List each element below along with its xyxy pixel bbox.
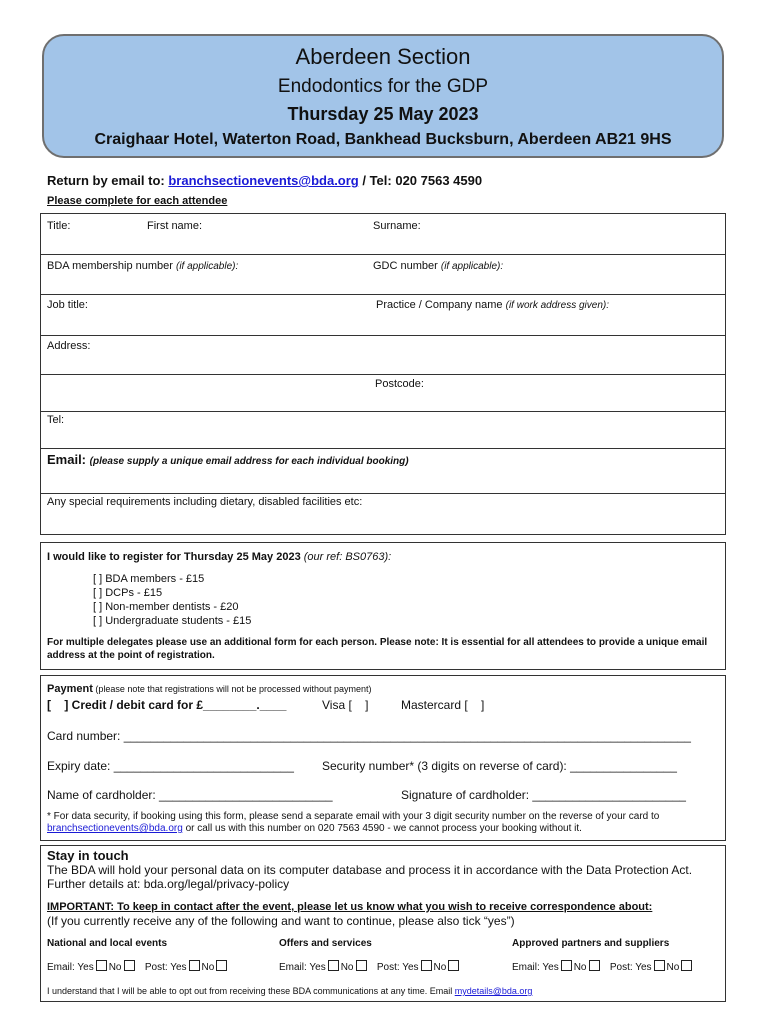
payment-box (40, 675, 726, 841)
tel-row[interactable] (41, 412, 725, 449)
event-date: Thursday 25 May 2023 (287, 104, 479, 124)
footnote-text-a: * For data security, if booking using this form, please send a separate email with your 3 digit security number on the reverse of your card to (47, 811, 660, 822)
mastercard-option[interactable]: Mastercard [ ] (401, 698, 485, 712)
partners-post-yes-checkbox[interactable] (654, 960, 665, 971)
postcode-label: Postcode: (375, 378, 424, 390)
offers-choices (279, 960, 461, 973)
payment-heading-text: Payment (47, 683, 93, 695)
option-dcps[interactable]: [ ] DCPs - £15 (93, 587, 163, 599)
practice-text: Practice / Company name (376, 299, 506, 311)
offers-email-no-label: No (340, 962, 354, 973)
events-email-no-checkbox[interactable] (124, 960, 135, 971)
events-post-no-checkbox[interactable] (216, 960, 227, 971)
registration-note: For multiple delegates please use an additional form for each person. Please note: It is essential for all attendees to provide a unique email address at the point of registration. (47, 637, 708, 661)
partners-post-yes-label: Post: Yes (609, 962, 652, 973)
partners-email-yes-checkbox[interactable] (561, 960, 572, 971)
bda-number-hint: (if applicable): (176, 261, 239, 272)
registration-heading (47, 551, 391, 563)
complete-note: Please complete for each attendee (47, 195, 228, 207)
important-subnote: (If you currently receive any of the following and want to continue, please also tick “yes”) (47, 914, 515, 928)
title-label: Title: (47, 220, 71, 232)
security-field[interactable]: Security number* (3 digits on reverse of card): ________________ (322, 759, 677, 773)
events-choices (47, 960, 229, 973)
bda-number-text: BDA membership number (47, 260, 176, 272)
offers-post-yes-checkbox[interactable] (421, 960, 432, 971)
name-row[interactable] (41, 214, 725, 255)
events-post-yes-label: Post: Yes (144, 962, 187, 973)
expiry-field[interactable]: Expiry date: ___________________________ (47, 759, 294, 773)
attendee-form (40, 213, 726, 535)
address-row[interactable] (41, 336, 725, 375)
cardholder-name-field[interactable]: Name of cardholder: __________________________ (47, 788, 333, 802)
partners-email-no-label: No (573, 962, 587, 973)
tel-label: Tel: (47, 414, 65, 426)
address-label: Address: (47, 340, 91, 352)
offers-post-no-checkbox[interactable] (448, 960, 459, 971)
offers-email-no-checkbox[interactable] (356, 960, 367, 971)
footnote-email-link[interactable]: branchsectionevents@bda.org (47, 823, 183, 834)
category-title-partners: Approved partners and suppliers (512, 938, 670, 949)
option-bda-members[interactable]: [ ] BDA members - £15 (93, 573, 205, 585)
special-label: Any special requirements including dietary, disabled facilities etc: (47, 496, 363, 508)
optout-text: I understand that I will be able to opt out from receiving these BDA communications at any time. Email (47, 986, 455, 996)
registration-heading-text: I would like to register for Thursday 25 May 2023 (47, 551, 301, 563)
card-number-field[interactable]: Card number: _____________________________________________________________________________________ (47, 729, 691, 743)
partners-post-no-checkbox[interactable] (681, 960, 692, 971)
events-post-yes-checkbox[interactable] (189, 960, 200, 971)
first-name-label: First name: (147, 220, 203, 232)
return-email-link[interactable]: branchsectionevents@bda.org (168, 173, 359, 188)
gdc-number-label (373, 260, 503, 272)
signature-field[interactable]: Signature of cardholder: _______________________ (401, 788, 686, 802)
partners-email-yes-label: Email: Yes (512, 962, 559, 973)
partners-email-no-checkbox[interactable] (589, 960, 600, 971)
email-hint: (please supply a unique email address for each individual booking) (89, 456, 409, 467)
events-post-no-label: No (201, 962, 215, 973)
membership-row[interactable] (41, 255, 725, 295)
partners-choices (512, 960, 694, 973)
registration-options (93, 572, 251, 628)
optout-line (47, 986, 532, 996)
return-prefix: Return by email to: (47, 173, 169, 188)
postcode-row[interactable] (41, 375, 725, 412)
job-title-label: Job title: (47, 299, 88, 311)
email-text: Email: (47, 452, 87, 467)
event-venue: Craighaar Hotel, Waterton Road, Bankhead Bucksburn, Aberdeen AB21 9HS (94, 131, 672, 148)
events-email-yes-label: Email: Yes (47, 962, 94, 973)
category-title-events: National and local events (47, 938, 168, 949)
section-title: Aberdeen Section (295, 44, 471, 69)
surname-label: Surname: (373, 220, 421, 232)
stay-body: The BDA will hold your personal data on its computer database and process it in accordance with the Data Protection Act. Further details at: bda.org/legal/privacy-policy (47, 863, 693, 891)
email-label (47, 452, 409, 467)
gdc-number-text: GDC number (373, 260, 441, 272)
event-subtitle: Endodontics for the GDP (277, 76, 489, 97)
card-amount-line[interactable] (47, 698, 286, 712)
payment-heading-note: (please note that registrations will not be processed without payment) (92, 684, 372, 694)
security-footnote (47, 811, 723, 835)
optout-email-link[interactable]: mydetails@bda.org (454, 986, 533, 996)
registration-box (40, 542, 726, 670)
option-non-member[interactable]: [ ] Non-member dentists - £20 (93, 601, 239, 613)
gdc-number-hint: (if applicable): (440, 261, 504, 272)
partners-post-no-label: No (666, 962, 680, 973)
option-undergraduate[interactable]: [ ] Undergraduate students - £15 (93, 615, 252, 627)
offers-post-yes-label: Post: Yes (376, 962, 419, 973)
events-email-no-label: No (108, 962, 122, 973)
footnote-text-b: or call us with this number on 020 7563 4590 - we cannot process your booking without it. (182, 823, 582, 834)
stay-heading: Stay in touch (47, 848, 129, 863)
visa-option[interactable]: Visa [ ] (322, 698, 369, 712)
offers-email-yes-checkbox[interactable] (328, 960, 339, 971)
stay-in-touch-box (40, 845, 726, 1002)
offers-post-no-label: No (433, 962, 447, 973)
registration-ref: (our ref: BS0763): (300, 551, 392, 563)
practice-hint: (if work address given): (505, 300, 609, 311)
email-row[interactable] (41, 449, 725, 494)
job-row[interactable] (41, 295, 725, 336)
practice-label (376, 299, 609, 311)
important-note: IMPORTANT: To keep in contact after the event, please let us know what you wish to receive correspondence about: (47, 901, 653, 913)
offers-email-yes-label: Email: Yes (279, 962, 326, 973)
event-header (42, 34, 724, 158)
payment-heading (47, 679, 372, 697)
bda-number-label (47, 260, 238, 272)
return-line (47, 173, 482, 188)
events-email-yes-checkbox[interactable] (96, 960, 107, 971)
special-row[interactable] (41, 494, 725, 534)
return-tel: / Tel: 020 7563 4590 (358, 173, 483, 188)
category-title-offers: Offers and services (279, 938, 372, 949)
card-amount-text: [ ] Credit / debit card for £________.____ (47, 698, 287, 712)
